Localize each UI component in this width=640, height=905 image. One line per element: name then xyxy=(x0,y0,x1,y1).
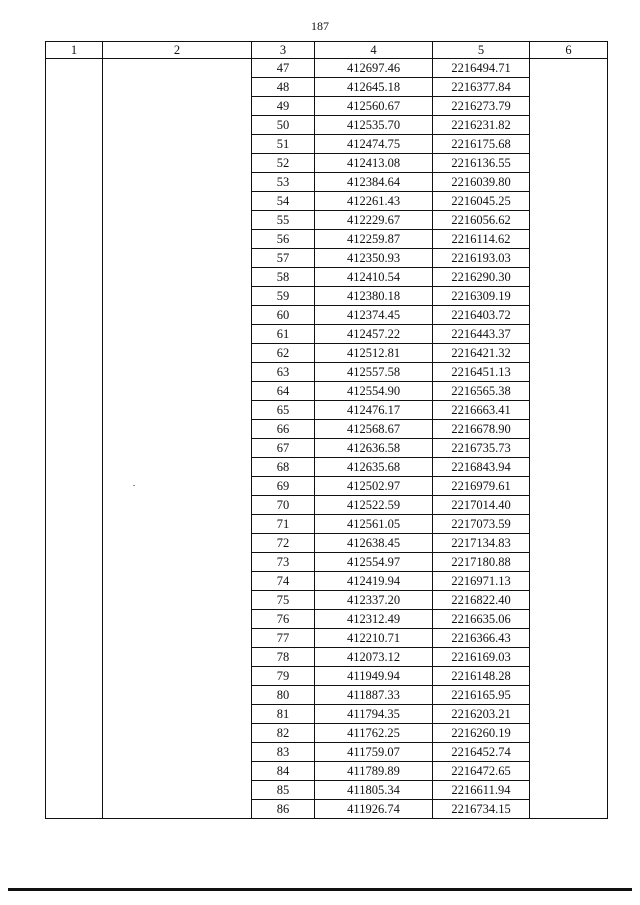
point-number-cell: 62 xyxy=(252,344,315,363)
column-header-5: 5 xyxy=(433,42,530,59)
y-coordinate-cell: 2216403.72 xyxy=(433,306,530,325)
x-coordinate-cell: 412374.45 xyxy=(315,306,433,325)
y-coordinate-cell: 2216452.74 xyxy=(433,743,530,762)
column-header-4: 4 xyxy=(315,42,433,59)
point-number-cell: 75 xyxy=(252,591,315,610)
point-number-cell: 63 xyxy=(252,363,315,382)
point-number-cell: 48 xyxy=(252,78,315,97)
point-number-cell: 81 xyxy=(252,705,315,724)
x-coordinate-cell: 412312.49 xyxy=(315,610,433,629)
x-coordinate-cell: 412413.08 xyxy=(315,154,433,173)
x-coordinate-cell: 412535.70 xyxy=(315,116,433,135)
point-number-cell: 51 xyxy=(252,135,315,154)
span-cell-col2 xyxy=(103,59,252,819)
y-coordinate-cell: 2216114.62 xyxy=(433,230,530,249)
x-coordinate-cell: 412645.18 xyxy=(315,78,433,97)
x-coordinate-cell: 412476.17 xyxy=(315,401,433,420)
y-coordinate-cell: 2216421.32 xyxy=(433,344,530,363)
point-number-cell: 73 xyxy=(252,553,315,572)
y-coordinate-cell: 2216451.13 xyxy=(433,363,530,382)
x-coordinate-cell: 411805.34 xyxy=(315,781,433,800)
x-coordinate-cell: 411789.89 xyxy=(315,762,433,781)
x-coordinate-cell: 412522.59 xyxy=(315,496,433,515)
point-number-cell: 58 xyxy=(252,268,315,287)
point-number-cell: 56 xyxy=(252,230,315,249)
x-coordinate-cell: 412210.71 xyxy=(315,629,433,648)
x-coordinate-cell: 412419.94 xyxy=(315,572,433,591)
x-coordinate-cell: 412560.67 xyxy=(315,97,433,116)
point-number-cell: 65 xyxy=(252,401,315,420)
point-number-cell: 80 xyxy=(252,686,315,705)
x-coordinate-cell: 411887.33 xyxy=(315,686,433,705)
point-number-cell: 84 xyxy=(252,762,315,781)
coordinates-table xyxy=(45,41,608,819)
y-coordinate-cell: 2216203.21 xyxy=(433,705,530,724)
x-coordinate-cell: 412502.97 xyxy=(315,477,433,496)
point-number-cell: 50 xyxy=(252,116,315,135)
footer-rule xyxy=(8,888,632,891)
x-coordinate-cell: 412554.97 xyxy=(315,553,433,572)
x-coordinate-cell: 412337.20 xyxy=(315,591,433,610)
x-coordinate-cell: 412073.12 xyxy=(315,648,433,667)
table-body xyxy=(46,59,608,819)
y-coordinate-cell: 2217180.88 xyxy=(433,553,530,572)
x-coordinate-cell: 411759.07 xyxy=(315,743,433,762)
y-coordinate-cell: 2216822.40 xyxy=(433,591,530,610)
point-number-cell: 55 xyxy=(252,211,315,230)
x-coordinate-cell: 412350.93 xyxy=(315,249,433,268)
x-coordinate-cell: 412380.18 xyxy=(315,287,433,306)
point-number-cell: 72 xyxy=(252,534,315,553)
column-header-3: 3 xyxy=(252,42,315,59)
span-cell-col6 xyxy=(530,59,608,819)
point-number-cell: 67 xyxy=(252,439,315,458)
point-number-cell: 82 xyxy=(252,724,315,743)
y-coordinate-cell: 2216366.43 xyxy=(433,629,530,648)
y-coordinate-cell: 2216260.19 xyxy=(433,724,530,743)
x-coordinate-cell: 412229.67 xyxy=(315,211,433,230)
point-number-cell: 70 xyxy=(252,496,315,515)
point-number-cell: 71 xyxy=(252,515,315,534)
x-coordinate-cell: 412410.54 xyxy=(315,268,433,287)
y-coordinate-cell: 2217014.40 xyxy=(433,496,530,515)
x-coordinate-cell: 412636.58 xyxy=(315,439,433,458)
y-coordinate-cell: 2216663.41 xyxy=(433,401,530,420)
x-coordinate-cell: 412697.46 xyxy=(315,59,433,78)
point-number-cell: 83 xyxy=(252,743,315,762)
point-number-cell: 86 xyxy=(252,800,315,819)
point-number-cell: 53 xyxy=(252,173,315,192)
page-number: 187 xyxy=(311,19,329,33)
point-number-cell: 60 xyxy=(252,306,315,325)
y-coordinate-cell: 2216565.38 xyxy=(433,382,530,401)
point-number-cell: 68 xyxy=(252,458,315,477)
point-number-cell: 74 xyxy=(252,572,315,591)
x-coordinate-cell: 411926.74 xyxy=(315,800,433,819)
point-number-cell: 76 xyxy=(252,610,315,629)
x-coordinate-cell: 412568.67 xyxy=(315,420,433,439)
column-header-6: 6 xyxy=(530,42,608,59)
y-coordinate-cell: 2216377.84 xyxy=(433,78,530,97)
y-coordinate-cell: 2216056.62 xyxy=(433,211,530,230)
point-number-cell: 52 xyxy=(252,154,315,173)
y-coordinate-cell: 2216494.71 xyxy=(433,59,530,78)
scan-speck xyxy=(133,485,135,486)
x-coordinate-cell: 411949.94 xyxy=(315,667,433,686)
y-coordinate-cell: 2216273.79 xyxy=(433,97,530,116)
x-coordinate-cell: 412561.05 xyxy=(315,515,433,534)
point-number-cell: 79 xyxy=(252,667,315,686)
y-coordinate-cell: 2216472.65 xyxy=(433,762,530,781)
x-coordinate-cell: 412384.64 xyxy=(315,173,433,192)
y-coordinate-cell: 2216169.03 xyxy=(433,648,530,667)
point-number-cell: 85 xyxy=(252,781,315,800)
table-header xyxy=(46,42,608,59)
column-header-1: 1 xyxy=(46,42,103,59)
y-coordinate-cell: 2216678.90 xyxy=(433,420,530,439)
y-coordinate-cell: 2216843.94 xyxy=(433,458,530,477)
point-number-cell: 49 xyxy=(252,97,315,116)
x-coordinate-cell: 411762.25 xyxy=(315,724,433,743)
point-number-cell: 66 xyxy=(252,420,315,439)
y-coordinate-cell: 2216971.13 xyxy=(433,572,530,591)
y-coordinate-cell: 2216635.06 xyxy=(433,610,530,629)
point-number-cell: 78 xyxy=(252,648,315,667)
x-coordinate-cell: 412512.81 xyxy=(315,344,433,363)
y-coordinate-cell: 2216734.15 xyxy=(433,800,530,819)
column-header-2: 2 xyxy=(103,42,252,59)
point-number-cell: 69 xyxy=(252,477,315,496)
point-number-cell: 64 xyxy=(252,382,315,401)
y-coordinate-cell: 2216443.37 xyxy=(433,325,530,344)
point-number-cell: 54 xyxy=(252,192,315,211)
y-coordinate-cell: 2216979.61 xyxy=(433,477,530,496)
y-coordinate-cell: 2216193.03 xyxy=(433,249,530,268)
y-coordinate-cell: 2216309.19 xyxy=(433,287,530,306)
x-coordinate-cell: 411794.35 xyxy=(315,705,433,724)
y-coordinate-cell: 2216611.94 xyxy=(433,781,530,800)
point-number-cell: 77 xyxy=(252,629,315,648)
header-row xyxy=(46,42,608,59)
point-number-cell: 57 xyxy=(252,249,315,268)
point-number-cell: 47 xyxy=(252,59,315,78)
y-coordinate-cell: 2216165.95 xyxy=(433,686,530,705)
y-coordinate-cell: 2216039.80 xyxy=(433,173,530,192)
x-coordinate-cell: 412261.43 xyxy=(315,192,433,211)
y-coordinate-cell: 2216136.55 xyxy=(433,154,530,173)
y-coordinate-cell: 2216045.25 xyxy=(433,192,530,211)
point-number-cell: 59 xyxy=(252,287,315,306)
y-coordinate-cell: 2216290.30 xyxy=(433,268,530,287)
y-coordinate-cell: 2216231.82 xyxy=(433,116,530,135)
x-coordinate-cell: 412259.87 xyxy=(315,230,433,249)
x-coordinate-cell: 412638.45 xyxy=(315,534,433,553)
y-coordinate-cell: 2216735.73 xyxy=(433,439,530,458)
y-coordinate-cell: 2217134.83 xyxy=(433,534,530,553)
table-row xyxy=(46,59,608,78)
x-coordinate-cell: 412457.22 xyxy=(315,325,433,344)
x-coordinate-cell: 412474.75 xyxy=(315,135,433,154)
span-cell-col1 xyxy=(46,59,103,819)
x-coordinate-cell: 412554.90 xyxy=(315,382,433,401)
x-coordinate-cell: 412557.58 xyxy=(315,363,433,382)
y-coordinate-cell: 2216175.68 xyxy=(433,135,530,154)
y-coordinate-cell: 2216148.28 xyxy=(433,667,530,686)
y-coordinate-cell: 2217073.59 xyxy=(433,515,530,534)
x-coordinate-cell: 412635.68 xyxy=(315,458,433,477)
point-number-cell: 61 xyxy=(252,325,315,344)
